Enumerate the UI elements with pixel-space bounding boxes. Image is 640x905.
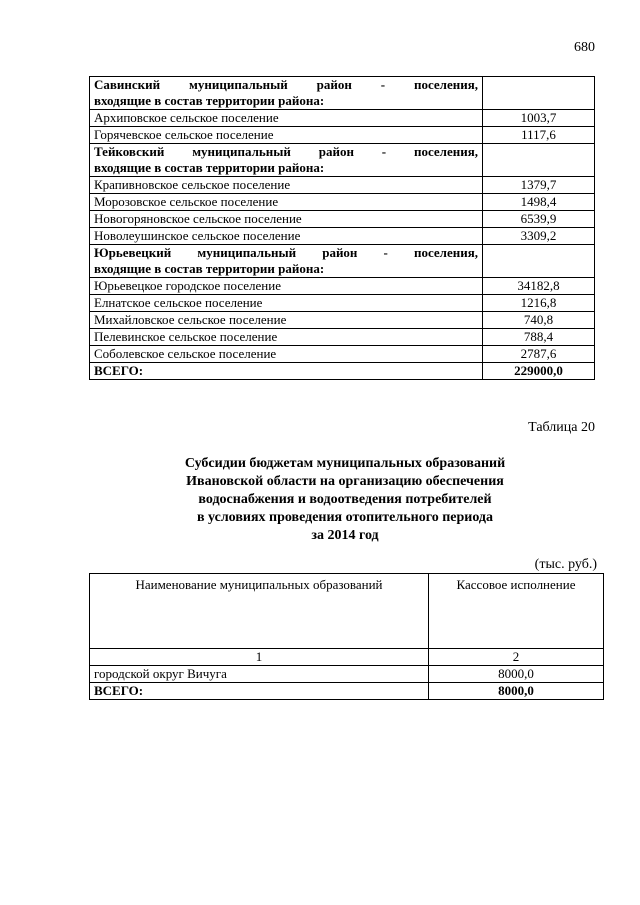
group-row [90,144,595,177]
row-value: 2787,6 [483,346,595,363]
row-value: 8000,0 [429,666,604,683]
row-name: Архиповское сельское поселение [90,110,483,127]
table-row [90,329,595,346]
title-line: за 2014 год [311,528,379,543]
page-number: 680 [574,40,595,55]
row-name: Горячевское сельское поселение [90,127,483,144]
subsidy-table [89,573,604,700]
table-row [90,346,595,363]
row-name: Юрьевецкий муниципальный район - поселения, входящие в состав территории района: [90,245,483,278]
row-value: 788,4 [483,329,595,346]
total-label: ВСЕГО: [90,683,429,700]
row-name: Крапивновское сельское поселение [90,177,483,194]
row-value: 1216,8 [483,295,595,312]
group-row [90,363,595,380]
row-name: Тейковский муниципальный район - поселения, входящие в состав территории района: [90,144,483,177]
row-value: 1003,7 [483,110,595,127]
group-row [90,245,595,278]
row-name: Елнатское сельское поселение [90,295,483,312]
header-row [90,574,604,649]
table-row [90,110,595,127]
title-line: водоснабжения и водоотведения потребителей [198,492,492,507]
table-row [90,211,595,228]
row-value: 6539,9 [483,211,595,228]
row-name: ВСЕГО: [90,363,483,380]
column-number-1: 1 [90,649,429,666]
row-name: Пелевинское сельское поселение [90,329,483,346]
column-number-row [90,649,604,666]
row-value: 34182,8 [483,278,595,295]
row-value: 740,8 [483,312,595,329]
table-row [90,295,595,312]
total-value: 8000,0 [429,683,604,700]
title-line: Субсидии бюджетам муниципальных образований [184,456,506,471]
table-row [90,228,595,245]
row-name: Новолеушинское сельское поселение [90,228,483,245]
group-row [90,77,595,110]
allocation-table-continued [89,76,595,380]
table-row [90,312,595,329]
row-value: 229000,0 [483,363,595,380]
row-name: Соболевское сельское поселение [90,346,483,363]
table-row [90,666,604,683]
row-value: 1498,4 [483,194,595,211]
table-row [90,177,595,194]
header-value: Кассовое исполнение [429,574,604,649]
units-label: (тыс. руб.) [534,557,597,572]
title-line: в условиях проведения отопительного периода [196,510,494,525]
table-label: Таблица 20 [528,420,595,435]
row-name: Новогоряновское сельское поселение [90,211,483,228]
row-value [483,77,595,110]
row-name: Морозовское сельское поселение [90,194,483,211]
row-value: 3309,2 [483,228,595,245]
row-name: Юрьевецкое городское поселение [90,278,483,295]
row-value [483,144,595,177]
row-name: Савинский муниципальный район - поселения, входящие в состав территории района: [90,77,483,110]
row-name: городской округ Вичуга [90,666,429,683]
row-value: 1379,7 [483,177,595,194]
table-row [90,127,595,144]
row-value [483,245,595,278]
table-row [90,278,595,295]
title-line: Ивановской области на организацию обеспечения [186,474,504,489]
row-name: Михайловское сельское поселение [90,312,483,329]
row-value: 1117,6 [483,127,595,144]
header-name: Наименование муниципальных образований [90,574,429,649]
total-row [90,683,604,700]
table-title [120,455,570,545]
table-row [90,194,595,211]
column-number-2: 2 [429,649,604,666]
